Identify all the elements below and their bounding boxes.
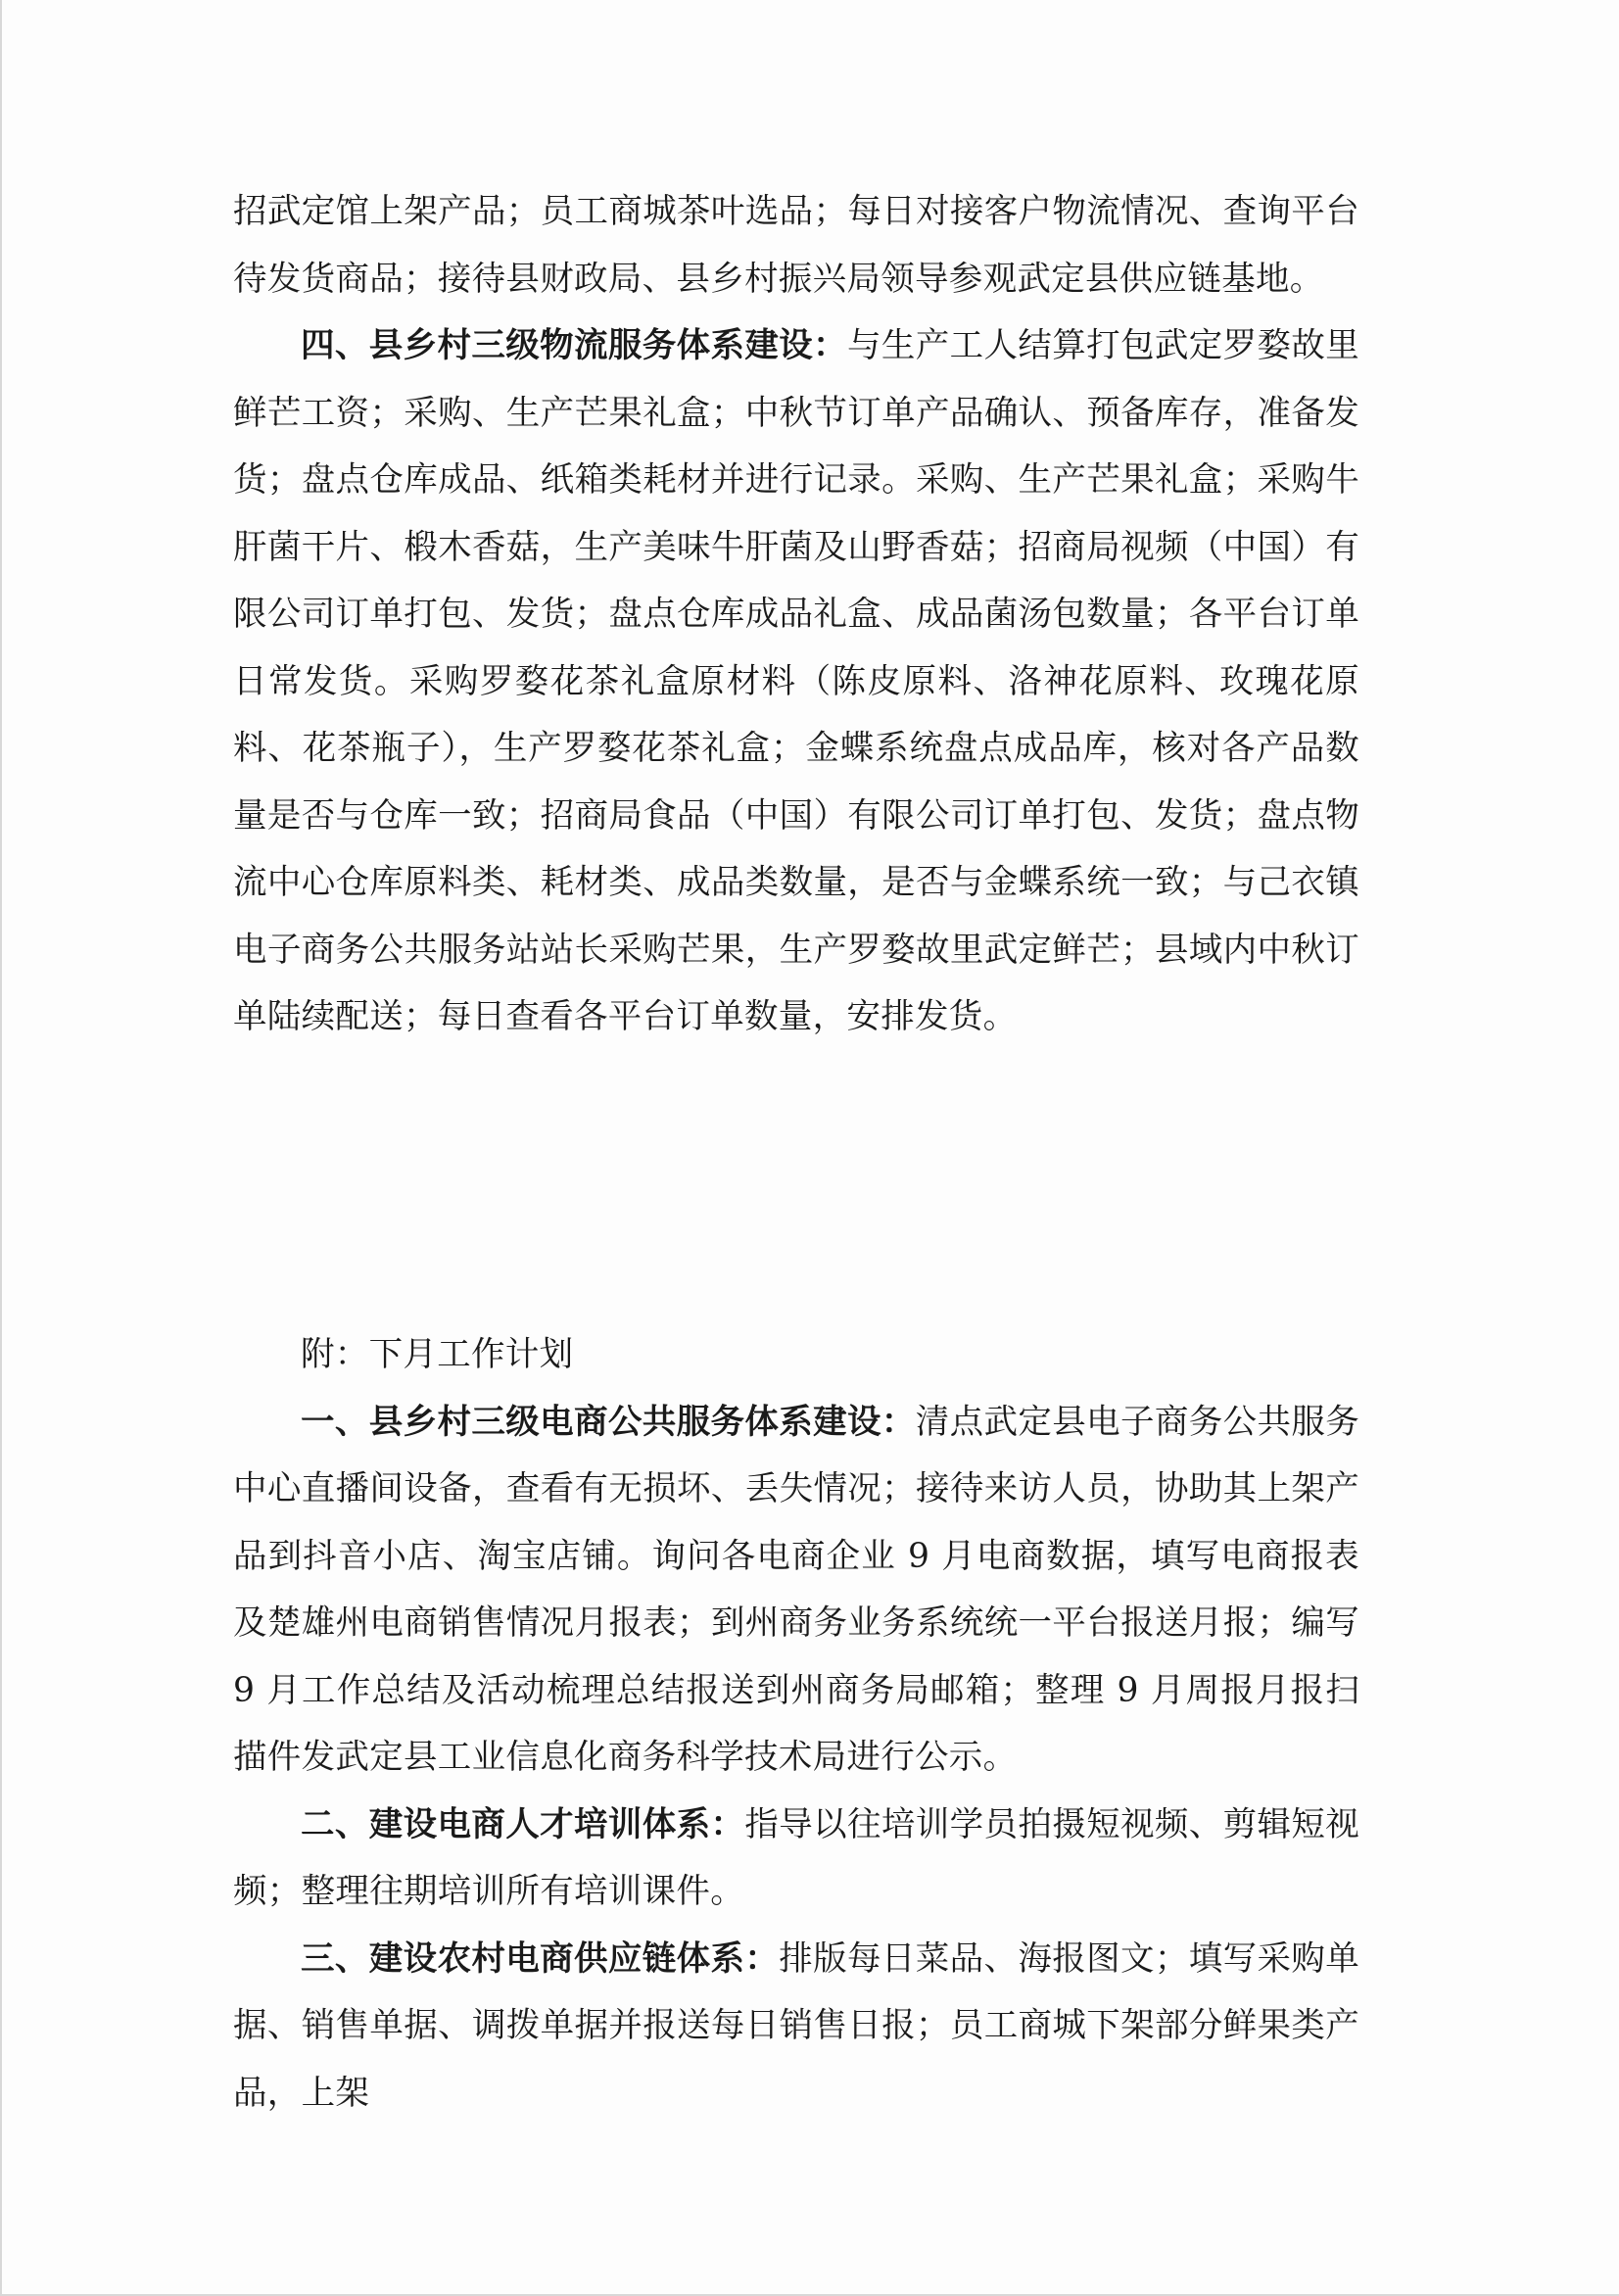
plan-supply-chain-heading: 三、建设农村电商供应链体系： (301, 1938, 780, 1979)
plan-supply-chain-paragraph (233, 1926, 1359, 2128)
plan-ecommerce-service-paragraph (233, 1389, 1359, 1792)
plan-talent-training-heading: 二、建设电商人才培训体系： (301, 1804, 745, 1844)
section-logistics-heading: 四、县乡村三级物流服务体系建设： (301, 326, 847, 365)
section-logistics-paragraph (233, 312, 1359, 1051)
report-body-upper (233, 178, 1359, 1051)
section-logistics-body: 与生产工人结算打包武定罗婺故里鲜芒工资；采购、生产芒果礼盒；中秋节订单产品确认、预备库存，准备发货；盘点仓库成品、纸箱类耗材并进行记录。采购、生产芒果礼盒；采购牛肝菌干片、椴木香菇，生产美味牛肝菌及山野香菇；招商局视频（中国）有限公司订单打包、发货；盘点仓库成品礼盒、成品菌汤包数量；各平台订单日常发货。采购罗婺花茶礼盒原材料（陈皮原料、洛神花原料、玫瑰花原料、花茶瓶子），生产罗婺花茶礼盒；金蝶系统盘点成品库，核对各产品数量是否与仓库一致；招商局食品（中国）有限公司订单打包、发货；盘点物流中心仓库原料类、耗材类、成品类数量，是否与金蝶系统一致；与己衣镇电子商务公共服务站站长采购芒果，生产罗婺故里武定鲜芒；县域内中秋订单陆续配送；每日查看各平台订单数量，安排发货。 (233, 326, 1359, 1036)
appendix-title: 附：下月工作计划 (301, 1335, 574, 1374)
plan-ecommerce-service-body: 清点武定县电子商务公共服务中心直播间设备，查看有无损坏、丢失情况；接待来访人员，协助其上架产品到抖音小店、淘宝店铺。询问各电商企业 9 月电商数据，填写电商报表及楚雄州电商销售情况月报表；到州商务业务系统统一平台报送月报；编写 9 月工作总结及活动梳理总结报送到州商务局邮箱；整理 9 月周报月报扫描件发武定县工业信息化商务科学技术局进行公示。 (233, 1402, 1359, 1777)
plan-talent-training-body: 指导以往培训学员拍摄短视频、剪辑短视频；整理往期培训所有培训课件。 (233, 1804, 1359, 1911)
plan-supply-chain-body: 排版每日菜品、海报图文；填写采购单据、销售单据、调拨单据并报送每日销售日报；员工商城下架部分鲜果类产品，上架 (233, 1938, 1359, 2113)
next-month-plan (233, 1321, 1359, 2127)
plan-talent-training-paragraph (233, 1792, 1359, 1926)
continuation-paragraph: 招武定馆上架产品；员工商城茶叶选品；每日对接客户物流情况、查询平台待发货商品；接待县财政局、县乡村振兴局领导参观武定县供应链基地。 (233, 192, 1359, 299)
plan-ecommerce-service-heading: 一、县乡村三级电商公共服务体系建设： (301, 1402, 916, 1442)
